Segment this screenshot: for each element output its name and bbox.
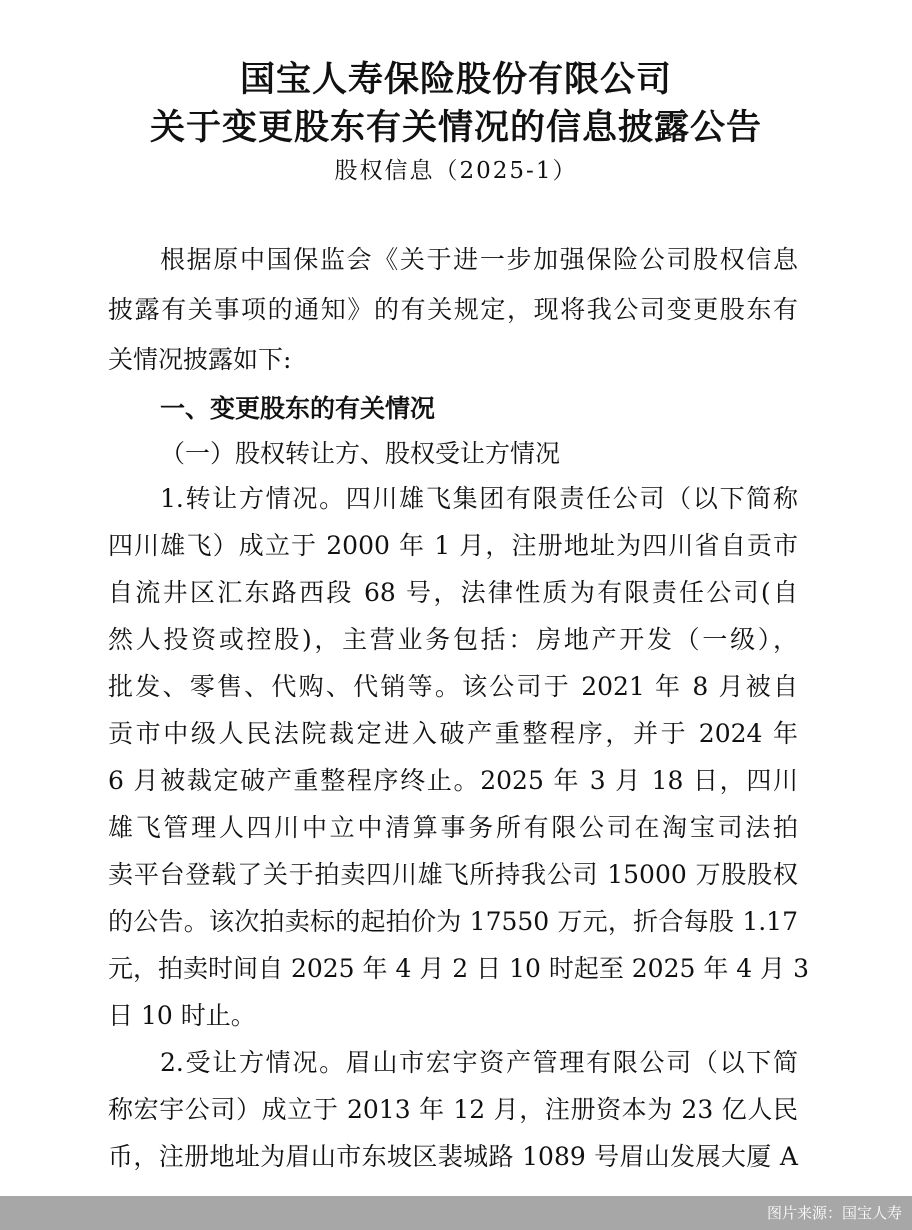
- section-heading: 一、变更股东的有关情况: [160, 394, 436, 423]
- paragraph-line: 币，注册地址为眉山市东坡区裴城路 1089 号眉山发展大厦 A: [108, 1142, 798, 1171]
- paragraph-line: 然人投资或控股)，主营业务包括：房地产开发（一级），: [108, 625, 798, 654]
- paragraph-line: 卖平台登载了关于拍卖四川雄飞所持我公司 15000 万股股权: [108, 860, 798, 889]
- paragraph-line: 贡市中级人民法院裁定进入破产重整程序，并于 2024 年: [108, 719, 798, 748]
- paragraph-line: 称宏宇公司）成立于 2013 年 12 月，注册资本为 23 亿人民: [108, 1095, 798, 1124]
- paragraph-line: 批发、零售、代购、代销等。该公司于 2021 年 8 月被自: [108, 672, 798, 701]
- paragraph-line: 的公告。该次拍卖标的起拍价为 17550 万元，折合每股 1.17: [108, 907, 798, 936]
- intro-line: 关情况披露如下:: [108, 345, 292, 374]
- document-title-line-1: 国宝人寿保险股份有限公司: [239, 60, 672, 100]
- paragraph-line: 2.受让方情况。眉山市宏宇资产管理有限公司（以下简: [160, 1048, 798, 1077]
- paragraph-line: 四川雄飞）成立于 2000 年 1 月，注册地址为四川省自贡市: [108, 531, 798, 560]
- paragraph-line: 日 10 时止。: [108, 1001, 256, 1030]
- intro-line: 披露有关事项的通知》的有关规定，现将我公司变更股东有: [108, 295, 798, 324]
- intro-line: 根据原中国保监会《关于进一步加强保险公司股权信息: [160, 245, 798, 274]
- paragraph-line: 6 月被裁定破产重整程序终止。2025 年 3 月 18 日，四川: [108, 766, 798, 795]
- paragraph-line: 雄飞管理人四川中立中清算事务所有限公司在淘宝司法拍: [108, 813, 798, 842]
- document-subtitle: 股权信息（2025-1）: [334, 158, 578, 184]
- image-source-bar: [0, 1196, 912, 1230]
- paragraph-line: 自流井区汇东路西段 68 号，法律性质为有限责任公司(自: [108, 578, 798, 607]
- subsection-heading: （一）股权转让方、股权受让方情况: [160, 439, 561, 468]
- document-title-line-2: 关于变更股东有关情况的信息披露公告: [149, 108, 762, 148]
- paragraph-line: 1.转让方情况。四川雄飞集团有限责任公司（以下简称: [160, 484, 798, 513]
- paragraph-line: 元，拍卖时间自 2025 年 4 月 2 日 10 时起至 2025 年 4 月 3: [108, 954, 809, 983]
- image-source-caption: 图片来源：国宝人寿: [766, 1204, 902, 1222]
